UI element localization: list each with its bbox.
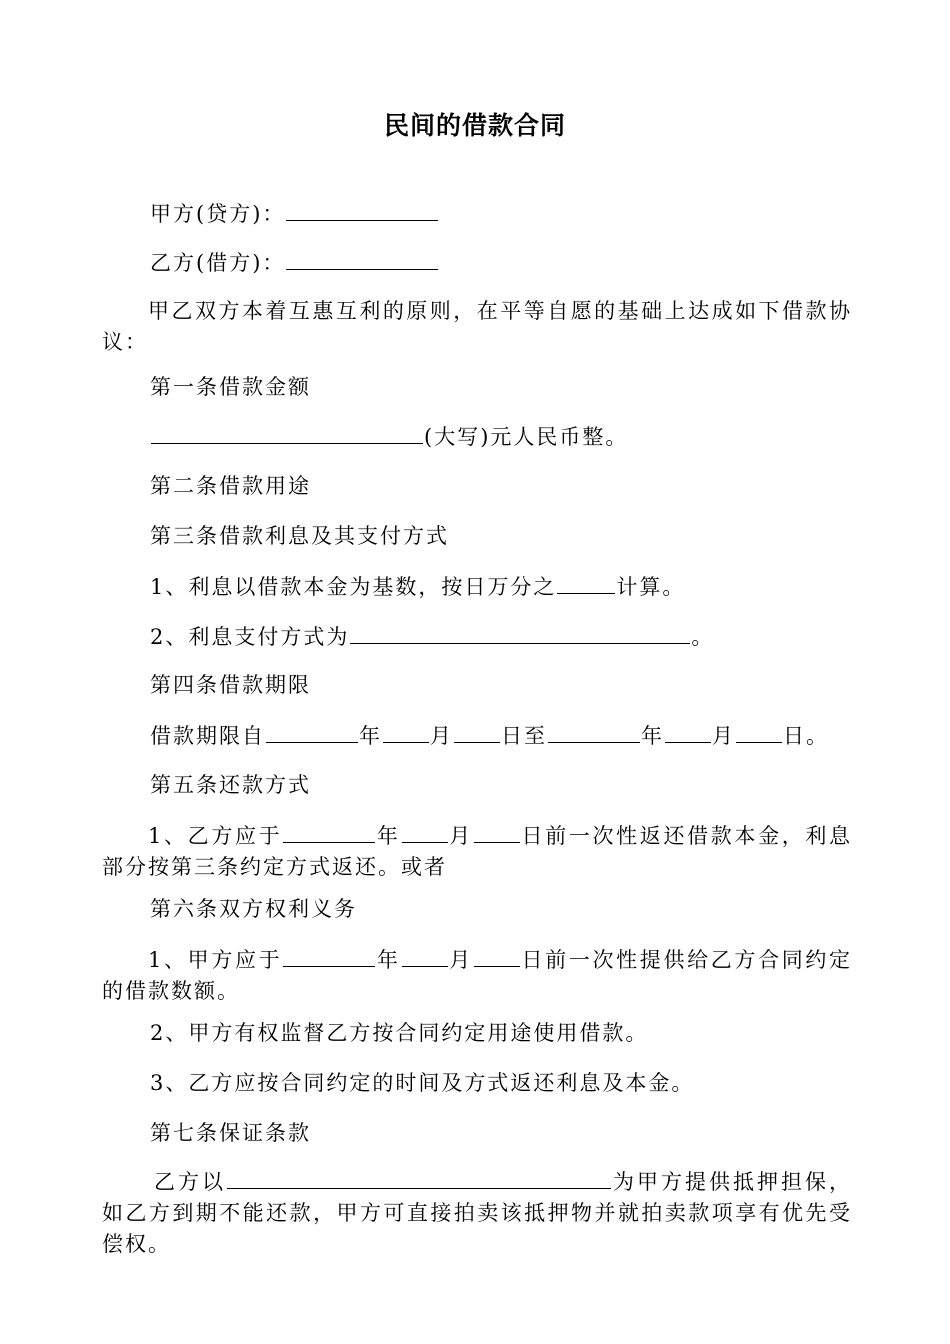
article-6-item-2: 2、甲方有权监督乙方按合同约定用途使用借款。 [150, 1021, 649, 1045]
article-4-title: 第四条借款期限 [150, 673, 311, 697]
article-3-title: 第三条借款利息及其支付方式 [150, 524, 449, 548]
amount-blank[interactable] [151, 421, 423, 444]
end-year-blank[interactable] [548, 720, 640, 743]
term-month-label: 月 [430, 724, 453, 748]
interest-rate-text: 1、利息以借款本金为基数，按日万分之 [150, 575, 557, 599]
repay-day-blank[interactable] [474, 820, 520, 843]
start-day-blank[interactable] [454, 720, 500, 743]
party-b-line [150, 247, 439, 278]
repay-year-label: 年 [376, 824, 401, 848]
article-5-title: 第五条还款方式 [150, 773, 311, 797]
term-end-month-label: 月 [712, 724, 735, 748]
party-b-blank[interactable] [286, 247, 438, 270]
article-6-item-1 [102, 944, 852, 1007]
term-year-label: 年 [359, 724, 382, 748]
article-1-title: 第一条借款金额 [150, 375, 311, 399]
start-year-blank[interactable] [266, 720, 358, 743]
party-a-label: 甲方(贷方)： [150, 202, 286, 226]
article-1-amount-line [150, 421, 628, 452]
document-title: 民间的借款合同 [383, 111, 566, 140]
term-prefix: 借款期限自 [150, 724, 265, 748]
repay-month-blank[interactable] [402, 820, 448, 843]
repay-text: 日前一次性返还借款本金，利息部分按第三条约定方式返还。或者 [102, 824, 853, 879]
start-month-blank[interactable] [383, 720, 429, 743]
article-6-item-3: 3、乙方应按合同约定的时间及方式返还利息及本金。 [150, 1071, 695, 1095]
collateral-text: 为甲方提供抵押担保，如乙方到期不能还款，甲方可直接拍卖该抵押物并就拍卖款项享有优先受偿权。 [102, 1170, 852, 1256]
party-a-blank[interactable] [286, 198, 438, 221]
article-7-body [102, 1166, 852, 1260]
end-day-blank[interactable] [736, 720, 782, 743]
interest-rate-suffix: 计算。 [616, 575, 686, 599]
provide-prefix: 1、甲方应于 [148, 948, 283, 972]
repay-year-blank[interactable] [283, 820, 375, 843]
provide-year-blank[interactable] [283, 944, 375, 967]
collateral-prefix: 乙方以 [154, 1170, 226, 1194]
payment-method-blank[interactable] [350, 621, 690, 644]
provide-year-label: 年 [376, 948, 401, 972]
amount-suffix: (大写)元人民币整。 [424, 425, 629, 449]
article-3-item-1 [150, 571, 685, 602]
payment-method-text: 2、利息支付方式为 [150, 625, 350, 649]
interest-rate-blank[interactable] [557, 571, 615, 594]
article-4-term-line [150, 720, 829, 751]
article-6-title: 第六条双方权利义务 [150, 897, 357, 921]
provide-month-blank[interactable] [402, 944, 448, 967]
provide-month-label: 月 [448, 948, 473, 972]
end-month-blank[interactable] [665, 720, 711, 743]
repay-prefix: 1、乙方应于 [148, 824, 283, 848]
term-day-to-label: 日至 [501, 724, 547, 748]
party-a-line [150, 198, 439, 229]
provide-text: 日前一次性提供给乙方合同约定的借款数额。 [102, 948, 853, 1003]
article-5-item-1 [102, 820, 852, 883]
article-2-title: 第二条借款用途 [150, 474, 311, 498]
article-3-item-2 [150, 621, 714, 652]
collateral-blank[interactable] [227, 1166, 611, 1189]
party-b-label: 乙方(借方)： [150, 251, 286, 275]
term-end-year-label: 年 [641, 724, 664, 748]
term-end-day-label: 日。 [783, 724, 829, 748]
article-7-title: 第七条保证条款 [150, 1121, 311, 1145]
intro-paragraph: 甲乙双方本着互惠互利的原则，在平等自愿的基础上达成如下借款协议： [102, 299, 852, 354]
provide-day-blank[interactable] [474, 944, 520, 967]
payment-method-suffix: 。 [691, 625, 715, 649]
repay-month-label: 月 [448, 824, 473, 848]
